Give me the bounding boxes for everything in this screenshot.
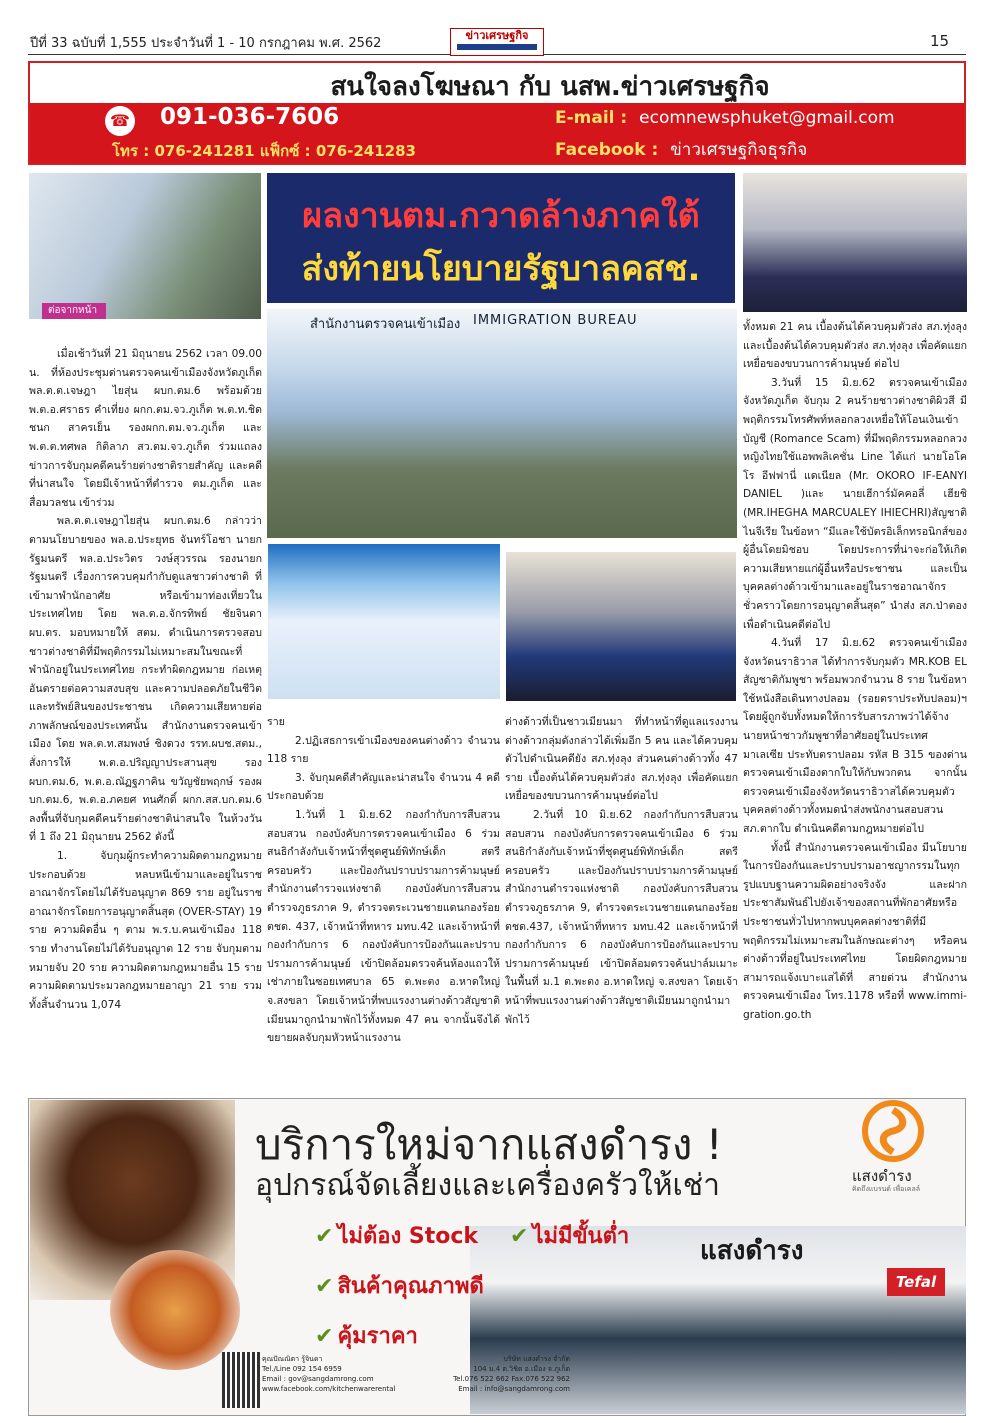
paragraph: 2.ปฏิเสธการเข้าเมืองของคนต่างด้าว จำนวน 118 ราย xyxy=(267,734,500,766)
company-tel: Tel.076 522 662 Fax.076 522 962 xyxy=(453,1375,570,1383)
photo-arrest-group-middle xyxy=(506,552,736,701)
pasta-image xyxy=(110,1250,240,1370)
check-icon: ✔ xyxy=(315,1224,334,1249)
ad-point-4: ✔ คุ้มราคา xyxy=(315,1324,418,1349)
paragraph: พล.ต.ต.เจษฎาไยสุ่น ผบก.ตม.6 กล่าวว่า ตามนโยบายของ พล.อ.ประยุทธ จันทร์โอชา นายกรัฐมนตรี พล.อ.ประวิตร วงษ์สุวรรณ รองนายกรัฐมนตรี เรื่องการควบคุมกำกับดูแลชาวต่างชาติ ที่เข้ามาพำนักอาศัย หรือเข้ามาท่องเที่ยวในประเทศไทย โดย พล.ต.อ.จักรทิพย์ ชัยจินดา ผบ.ตร. มอบหมายให้ สตม. ดำเนินการตรวจสอบชาวต่างชาติที่มีพฤติกรรมไม่เหมาะสมในขณะที่พำนักอยู่ในประเทศไทย กระทำผิดกฎหมาย ก่อเหตุอันตรายต่อความสงบสุข และความปลอดภัยในชีวิต และทรัพย์สินของประชาชน เกิดความเสียหายต่อภาพลักษณ์ของประเทศนั้น สำนักงานตรวจคนเข้าเมือง โดย พล.ต.ท.สมพงษ์ ชิงดวง รรท.ผบช.สตม., สั่งการให้ พ.ต.อ.ปริญญาประสานสุข รอง ผบก.ตม.6, พ.ต.อ.ณัฏฐภาคิน ขวัญชัยพฤกษ์ รองผบก.ตม.6, พ.ต.อ.ภคยศ ทนศักดิ์ ผกก.สส.บก.ตม.6 ลงพื้นที่จับกุมคดีคนร้ายต่างชาติน่าสนใจ ในห้วงวันที่ 1 ถึง 21 มิถุนายน 2562 ดังนี้ xyxy=(29,515,262,844)
paragraph: ราย xyxy=(267,716,285,728)
photo-press-conference-exhibit xyxy=(29,173,261,319)
paragraph: ทั้งนี้ สำนักงานตรวจคนเข้าเมือง มีนโยบายในการป้องกันและปราบปรามอาชญากรรมในทุกรูปแบบฐานความผิดอย่างจริงจัง และฝากประชาสัมพันธ์ไปยังเจ้าของสถานที่พักอาศัยหรือประชาชนทั่วไปหากพบบุคคลต่างชาติที่มีพฤติกรรมไม่เหมาะสมในลักษณะต่างๆ หรือคนต่างด้าวที่อยู่ในประเทศไทย โดยผิดกฎหมาย สามารถแจ้งเบาะแสได้ที่ สายด่วน สำนักงานตรวจคนเข้าเมือง โทร.1178 หรือที่ www.immi-gration.go.th xyxy=(743,841,967,1021)
ad-point-1: ✔ ไม่ต้อง Stock xyxy=(315,1224,479,1249)
photo-immigration-thai-text: สำนักงานตรวจคนเข้าเมือง xyxy=(310,317,461,332)
paragraph: ต่างด้าวที่เป็นชาวเมียนมา ที่ทำหน้าที่ดูแลแรงงานต่างด้าวกลุ่มดังกล่าวได้เพิ่มอีก 5 คน และได้ควบคุมตัวไปดำเนินคดียัง สภ.ทุ่งลุง ส่วนคนต่างด้าวทั้ง 47 ราย เบื้องต้นได้ควบคุมตัวส่ง สภ.ทุ่งลุง เพื่อคัดแยกเหยื่อของขบวนการค้ามนุษย์ต่อไป xyxy=(505,716,738,803)
contact-name: คุณปัณณิตา รู้จินดา xyxy=(262,1355,323,1363)
contact-facebook[interactable]: www.facebook.com/kitchenwarerental xyxy=(262,1385,396,1393)
newspaper-logo xyxy=(450,28,544,56)
company-email[interactable]: Email : info@sangdamrong.com xyxy=(458,1385,570,1393)
article-column-2 xyxy=(267,713,500,1048)
top-ad-email-line xyxy=(555,108,895,128)
paragraph: เมื่อเช้าวันที่ 21 มิถุนายน 2562 เวลา 09.00 น. ที่ห้องประชุมด่านตรวจคนเข้าเมืองจังหวัดภูเก็ต พล.ต.ต.เจษฎา ไยสุ่น ผบก.ตม.6 พร้อมด้วย พ.ต.อ.ศราธร คำเที่ยง ผกก.ตม.จว.ภูเก็ต พ.ต.ท.ชิดชนก สาครเย็น รองผกก.ตม.จว.ภูเก็ต และ พ.ต.ต.ทศพล กิติลาภ สว.ตม.จว.ภูเก็ต ร่วมแถลงข่าวการจับกุมคดีคนร้ายต่างชาติรายสำคัญ และคดีที่น่าสนใจ โดยมีเจ้าหน้าที่ตำรวจ ตม.ภูเก็ต และสื่อมวลชน เข้าร่วม xyxy=(29,348,262,509)
paragraph: 1. จับกุมผู้กระทำความผิดตามกฎหมาย ประกอบด้วย หลบหนีเข้ามาและอยู่ในราชอาณาจักรโดยไม่ได้รับอนุญาต 869 ราย อยู่ในราชอาณาจักรโดยการอนุญาตสิ้นสุด (OVER-STAY) 19 ราย ความผิดอื่น ๆ ตาม พ.ร.บ.คนเข้าเมือง 118 ราย ทำงานโดยไม่ได้รับอนุญาต 12 ราย จับกุมตามหมายจับ 20 ราย ความผิดตามกฎหมายอื่น 15 ราย ความผิดตามประมวลกฎหมายอาญา 21 ราย รวมทั้งสิ้นจำนวน 1,074 xyxy=(29,850,262,1011)
continued-tag: ต่อจากหน้า 5 xyxy=(42,303,106,319)
paragraph: ทั้งหมด 21 คน เบื้องต้นได้ควบคุมตัวส่ง สภ.ทุ่งลุง และเบื้องต้นได้ควบคุมตัวส่ง สภ.ทุ่งลุง เพื่อคัดแยกเหยื่อของขบวนการค้ามนุษย์ ต่อไป xyxy=(743,321,967,371)
issue-line: ปีที่ 33 ฉบับที่ 1,555 ประจำวันที่ 1 - 10 กรกฎาคม พ.ศ. 2562 xyxy=(30,36,382,51)
company-name: บริษัท แสงดำรง จำกัด xyxy=(503,1355,570,1363)
top-ad-phone[interactable]: 091-036-7606 xyxy=(160,104,340,130)
article-column-1 xyxy=(29,345,262,1014)
check-icon: ✔ xyxy=(315,1324,334,1349)
photo-immigration-press-table xyxy=(267,309,737,538)
sangdamrong-logo-icon xyxy=(862,1100,924,1162)
page-number: 15 xyxy=(930,32,950,50)
ad-point-2: ✔ ไม่มีขั้นต่ำ xyxy=(510,1224,630,1249)
tefal-logo: Tefal xyxy=(887,1268,945,1296)
logo-text: ข่าวเศรษฐกิจ xyxy=(465,29,529,42)
paragraph: 3. จับกุมคดีสำคัญและน่าสนใจ จำนวน 4 คดี ประกอบด้วย xyxy=(267,771,500,803)
ad-point-3: ✔ สินค้าคุณภาพดี xyxy=(315,1274,484,1299)
paragraph: 1.วันที่ 1 มิ.ย.62 กองกำกับการสืบสวนสอบสวน กองบังคับการตรวจคนเข้าเมือง 6 ร่วมสนธิกำลังกับเจ้าหน้าที่ชุดศูนย์พิทักษ์เด็ก สตรี ครอบครัว และป้องกันปราบปรามการค้ามนุษย์ สำนักงานตำรวจแห่งชาติ กองบังคับการสืบสวนตำรวจภูธรภาค 9, ตำรวจตระเวนชายแดนกองร้อยตชด. 437, เจ้าหน้าที่ทหาร มทบ.42 และเจ้าหน้าที่กองกำกับการ 6 กองบังคับการป้องกันและปราบปรามการค้ามนุษย์ เข้าปิดล้อมตรวจค้นห้องแถวให้เช่าภายในซอยเทศบาล 65 ต.พะตง อ.หาดใหญ่ จ.สงขลา โดยเจ้าหน้าที่พบแรงงานต่างด้าวสัญชาติเมียนมาถูกนำมาพักไว้ทั้งหมด 47 คน จากนั้นจึงได้ขยายผลจับกุมหัวหน้าแรงงาน xyxy=(267,808,500,1045)
top-ad-tel-fax: โทร : 076-241281 แฟ็กซ์ : 076-241283 xyxy=(112,142,416,160)
contact-email[interactable]: Email : gov@sangdamrong.com xyxy=(262,1375,374,1383)
email-address[interactable]: ecomnewsphuket@gmail.com xyxy=(639,108,895,128)
headline-line-1: ผลงานตม.กวาดล้างภาคใต้ xyxy=(302,196,700,236)
phone-icon: ☎ xyxy=(105,106,135,136)
qr-code-icon[interactable] xyxy=(222,1352,260,1408)
photo-narathiwat-slide xyxy=(268,544,500,699)
contact-tel: Tel./Line 092 154 6959 xyxy=(262,1365,342,1373)
photo-arrest-group-right xyxy=(743,173,967,312)
check-icon: ✔ xyxy=(315,1274,334,1299)
bottom-ad-subheadline: อุปกรณ์จัดเลี้ยงและเครื่องครัวให้เช่า xyxy=(255,1168,720,1203)
bottom-ad-headline: บริการใหม่จากแสงดำรง ! xyxy=(255,1120,723,1169)
paragraph: 3.วันที่ 15 มิ.ย.62 ตรวจคนเข้าเมืองจังหวัดภูเก็ต จับกุม 2 คนร้ายชาวต่างชาติผิวสี มีพฤติกรรมโทรศัพท์หลอกลวงเหยื่อให้โอนเงินเข้าบัญชี (Romance Scam) ที่มีพฤติกรรมหลอกลวงหญิงไทยใช้แอพพลิเคชั่น Line ได้แก่ นายโอโคโร อีฟฟานี่ แดเนียล (Mr. OKORO IF-EANYI DANIEL )และ นายเฮีการ์มัคคอลี่ เฮียชิ (MR.IHEGHA MARCUALEY IHIECHRI)สัญชาติไนจีเรีย ในข้อหา “มีและใช้บัตรอิเล็กทรอนิกส์ของผู้อื่นโดยมิชอบ โดยประการที่น่าจะก่อให้เกิดความเสียหายแก่ผู้อื่นหรือประชาชน และเป็นบุคคลต่างด้าวเข้ามาและอยู่ในราชอาณาจักรชั่วคราวโดยการอนุญาตสิ้นสุด” นำส่ง สภ.ป่าตอง เพื่อดำเนินคดีต่อไป xyxy=(743,376,967,631)
paragraph: 2.วันที่ 10 มิ.ย.62 กองกำกับการสืบสวนสอบสวน กองบังคับการตรวจคนเข้าเมือง 6 ร่วมสนธิกำลังกับเจ้าหน้าที่ชุดศูนย์พิทักษ์เด็ก สตรี ครอบครัว และป้องกันปราบปรามการค้ามนุษย์ สำนักงานตำรวจแห่งชาติ กองบังคับการสืบสวนตำรวจภูธรภาค 9, ตำรวจตระเวนชายแดนกองร้อยตชด.437, เจ้าหน้าที่ทหาร มทบ.42 และเจ้าหน้าที่กองกำกับการ 6 กองบังคับการป้องกันและปราบปรามการค้ามนุษย์ เข้าปิดล้อมตรวจค้นปาล์มเมาะในพื้นที่ ม.1 ต.พะตง อ.หาดใหญ่ จ.สงขลา โดยเจ้าหน้าที่พบแรงงานต่างด้าวสัญชาติเมียนมาถูกนำมาพักไว้ xyxy=(505,808,738,1026)
top-ad-title: สนใจลงโฆษณา กับ นสพ.ข่าวเศรษฐกิจ xyxy=(330,72,770,102)
sangdamrong-logo-text: แสงดำรง xyxy=(852,1167,912,1185)
facebook-label: Facebook : xyxy=(555,140,659,160)
top-ad-facebook-line xyxy=(555,136,807,163)
sangdamrong-logo-sub: คิดถึงแบรนด์ เพื่อเคลล์ xyxy=(852,1185,921,1193)
headline-line-2: ส่งท้ายนโยบายรัฐบาลคสช. xyxy=(301,249,701,289)
store-sign: แสงดำรง xyxy=(700,1236,804,1266)
photo-immigration-en-text: IMMIGRATION BUREAU xyxy=(473,313,638,328)
contact-right xyxy=(420,1354,570,1394)
facebook-page[interactable]: ข่าวเศรษฐกิจธุรกิจ xyxy=(670,140,808,160)
company-address: 104 ม.4 ต.วิชิต อ.เมือง จ.ภูเก็ต xyxy=(473,1365,570,1373)
email-label: E-mail : xyxy=(555,108,628,128)
article-column-3 xyxy=(505,713,738,1029)
check-icon: ✔ xyxy=(510,1224,529,1249)
article-column-4 xyxy=(743,318,967,1025)
paragraph: 4.วันที่ 17 มิ.ย.62 ตรวจคนเข้าเมืองจังหวัดนราธิวาส ได้ทำการจับกุมตัว MR.KOB EL สัญชาติกัมพูชา พร้อมพวกจำนวน 8 ราย ในข้อหา ใช้หนังสือเดินทางปลอม (รอยตราประทับปลอม)ฯ โดยผู้ถูกจับทั้งหมดให้การรับสารภาพว่าได้จ้างนายหน้าชาวกัมพูชาที่อาศัยอยู่ในประเทศมาเลเซีย ประทับตราปลอม รหัส B 315 ของด่านตรวจคนเข้าเมืองตากใบให้กับพวกตน จากนั้นตรวจคนเข้าเมืองจังหวัดนราธิวาสได้ควบคุมตัวบุคคลต่างด้าวทั้งหมดนำส่งพนักงานสอบสวน สภ.ตากใบ ดำเนินคดีตามกฎหมายต่อไป xyxy=(743,637,967,836)
